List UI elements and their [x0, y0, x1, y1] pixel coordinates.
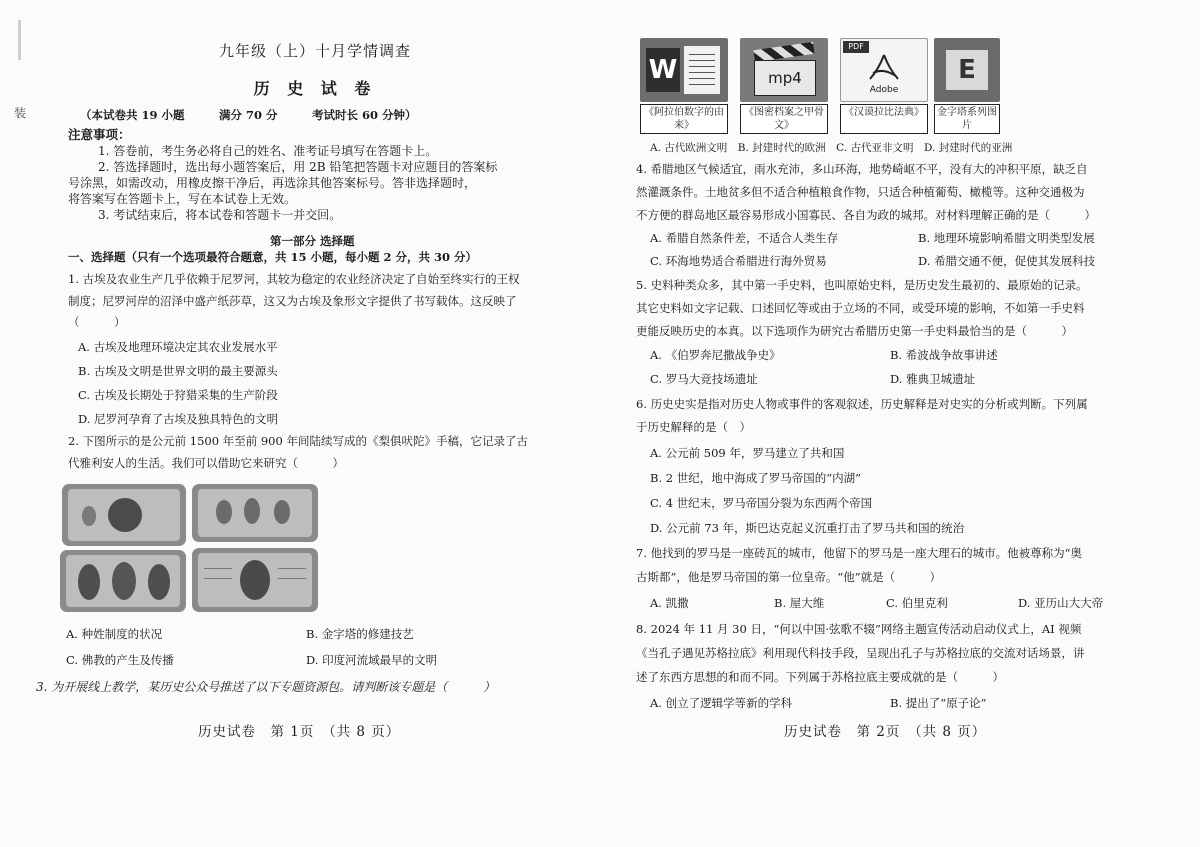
note-line: 将答案写在答题卡上，写在本试卷上无效。: [68, 192, 297, 206]
manuscript-image: [192, 484, 318, 542]
resource-caption: 《图密档案之甲骨文》: [740, 104, 828, 134]
page-footer: 历史试卷 第 1页 （共 8 页）: [198, 724, 401, 740]
q1-option-a: A. 古埃及地理环境决定其农业发展水平: [78, 340, 278, 354]
exam-subtitle: 历 史 试 卷: [253, 79, 377, 98]
notes-heading: 注意事项：: [68, 127, 131, 142]
scan-edge-mark: [18, 20, 21, 60]
resource-caption: 《阿拉伯数字的由来》: [640, 104, 728, 134]
exam-info: （本试卷共 19 小题 满分 70 分 考试时长 60 分钟）: [80, 108, 417, 122]
section-heading: 一、选择题（只有一个选项最符合题意，共 15 小题，每小题 2 分，共 30 分）: [68, 250, 478, 264]
part-heading: 第一部分 选择题: [270, 234, 355, 248]
q8-stem: 《当孔子遇见苏格拉底》利用现代科技手段，呈现出孔子与苏格拉底的交流对话场景，讲: [636, 646, 1085, 660]
q5-stem: 其它史料如文字记载、口述回忆等或由于立场的不同，或受环境的影响，不如第一手史料: [636, 301, 1085, 315]
q1-stem: （ ）: [68, 315, 126, 329]
q7-stem: 7. 他找到的罗马是一座砖瓦的城市，他留下的罗马是一座大理石的城市。他被尊称为“奥: [636, 546, 1083, 560]
q7-option-b: B. 屋大维: [774, 596, 825, 610]
q1-option-d: D. 尼罗河孕育了古埃及独具特色的文明: [78, 412, 279, 426]
q7-option-c: C. 伯里克利: [886, 596, 948, 610]
q2-option-d: D. 印度河流域最早的文明: [306, 653, 438, 667]
word-doc-icon: [640, 38, 728, 102]
q2-option-b: B. 金字塔的修建技艺: [306, 627, 414, 641]
resource-caption: 金字塔系列图片: [934, 104, 1000, 134]
resource-tile: [740, 38, 828, 134]
q2-option-c: C. 佛教的产生及传播: [66, 653, 174, 667]
q4-option-b: B. 地理环境影响希腊文明类型发展: [918, 231, 1095, 245]
q6-option-a: A. 公元前 509 年，罗马建立了共和国: [650, 446, 845, 460]
q8-stem: 述了东西方思想的和而不同。下列属于苏格拉底主要成就的是（ ）: [636, 670, 1004, 684]
binding-mark: 装: [14, 106, 27, 120]
mp4-glyph: mp4: [754, 60, 816, 96]
mp4-video-icon: [740, 38, 828, 102]
exam-title: 九年级（上）十月学情调查: [218, 42, 411, 60]
q6-option-b: B. 2 世纪，地中海成了罗马帝国的“内湖”: [650, 471, 861, 485]
q1-stem: 1. 古埃及农业生产几乎依赖于尼罗河，其较为稳定的农业经济决定了自始至终实行的王权: [68, 272, 520, 286]
word-glyph: W: [646, 48, 680, 92]
q2-option-a: A. 种姓制度的状况: [66, 627, 163, 641]
q5-stem: 5. 史料种类众多，其中第一手史料，也叫原始史料，是历史发生最初的、最原始的记录。: [636, 278, 1088, 292]
slides-glyph: E: [946, 50, 988, 90]
q1-option-b: B. 古埃及文明是世界文明的最主要源头: [78, 364, 278, 378]
manuscript-image: [192, 548, 318, 612]
q1-option-c: C. 古埃及长期处于狩猎采集的生产阶段: [78, 388, 278, 402]
q8-option-b: B. 提出了“原子论”: [890, 696, 987, 710]
q8-stem: 8. 2024 年 11 月 30 日，“何以中国·弦歌不辍”网络主题宣传活动启动仪式上，AI 视频: [636, 622, 1082, 636]
right-page: [600, 0, 1200, 847]
q4-option-a: A. 希腊自然条件差，不适合人类生存: [650, 231, 839, 245]
adobe-logo-icon: [867, 53, 901, 83]
page-footer: 历史试卷 第 2页 （共 8 页）: [784, 724, 987, 740]
q5-stem: 更能反映历史的本真。以下选项作为研究古希腊历史第一手史料最恰当的是（ ）: [636, 324, 1073, 338]
q3-stem: 3. 为开展线上教学，某历史公众号推送了以下专题资源包。请判断该专题是（ ）: [36, 680, 496, 694]
pdf-badge: PDF: [843, 41, 869, 53]
pdf-adobe-icon: [840, 38, 928, 102]
manuscript-image: [62, 484, 186, 546]
q5-option-c: C. 罗马大竞技场遗址: [650, 372, 758, 386]
q2-stem: 代雅利安人的生活。我们可以借助它来研究（ ）: [68, 456, 344, 470]
adobe-glyph: Adobe: [869, 85, 899, 95]
resource-tile: [934, 38, 1000, 134]
q6-option-d: D. 公元前 73 年，斯巴达克起义沉重打击了罗马共和国的统治: [650, 521, 965, 535]
note-line: 3. 考试结束后，将本试卷和答题卡一并交回。: [98, 208, 342, 222]
resource-caption: 《汉谟拉比法典》: [840, 104, 928, 134]
q4-option-c: C. 环海地势适合希腊进行海外贸易: [650, 254, 827, 268]
resource-tile: [840, 38, 928, 134]
q5-option-a: A. 《伯罗奔尼撒战争史》: [650, 348, 781, 362]
q6-option-c: C. 4 世纪末，罗马帝国分裂为东西两个帝国: [650, 496, 873, 510]
q4-stem: 不方便的群岛地区最容易形成小国寡民、各自为政的城邦。对材料理解正确的是（ ）: [636, 208, 1096, 222]
q7-stem: 古斯都”，他是罗马帝国的第一位皇帝。“他”就是（ ）: [636, 570, 942, 584]
q5-option-d: D. 雅典卫城遗址: [890, 372, 976, 386]
resource-tile: [640, 38, 728, 134]
q2-stem: 2. 下图所示的是公元前 1500 年至前 900 年间陆续写成的《梨俱吠陀》手稿，它记录了古: [68, 434, 528, 448]
note-line: 1. 答卷前，考生务必将自己的姓名、准考证号填写在答题卡上。: [98, 144, 438, 158]
q8-option-a: A. 创立了逻辑学等新的学科: [650, 696, 793, 710]
q7-option-d: D. 亚历山大大帝: [1018, 596, 1104, 610]
q1-stem: 制度；尼罗河岸的沼泽中盛产纸莎草，这又为古埃及象形文字提供了书写载体。这反映了: [68, 294, 517, 308]
q6-stem: 6. 历史史实是指对历史人物或事件的客观叙述，历史解释是对史实的分析或判断。下列属: [636, 397, 1088, 411]
q6-stem: 于历史解释的是（ ）: [636, 420, 751, 434]
slides-e-icon: [934, 38, 1000, 102]
q5-option-b: B. 希波战争故事讲述: [890, 348, 998, 362]
note-line: 号涂黑，如需改动，用橡皮擦干净后，再选涂其他答案标号。答非选择题时，: [68, 176, 477, 190]
q4-option-d: D. 希腊交通不便，促使其发展科技: [918, 254, 1096, 268]
note-line: 2. 答选择题时，选出每小题答案后，用 2B 铅笔把答题卡对应题目的答案标: [98, 160, 498, 174]
q7-option-a: A. 凯撒: [650, 596, 689, 610]
manuscript-image: [60, 550, 186, 612]
q4-stem: 然灌溉条件。土地贫多但不适合种植粮食作物，只适合种植葡萄、橄榄等。这种交通极为: [636, 185, 1085, 199]
q4-stem: 4. 希腊地区气候适宜，雨水充沛，多山环海，地势崎岖不平，没有大的冲积平原，缺乏自: [636, 162, 1088, 176]
q3-options: A. 古代欧洲文明 B. 封建时代的欧洲 C. 古代亚非文明 D. 封建时代的亚洲: [650, 142, 1013, 154]
